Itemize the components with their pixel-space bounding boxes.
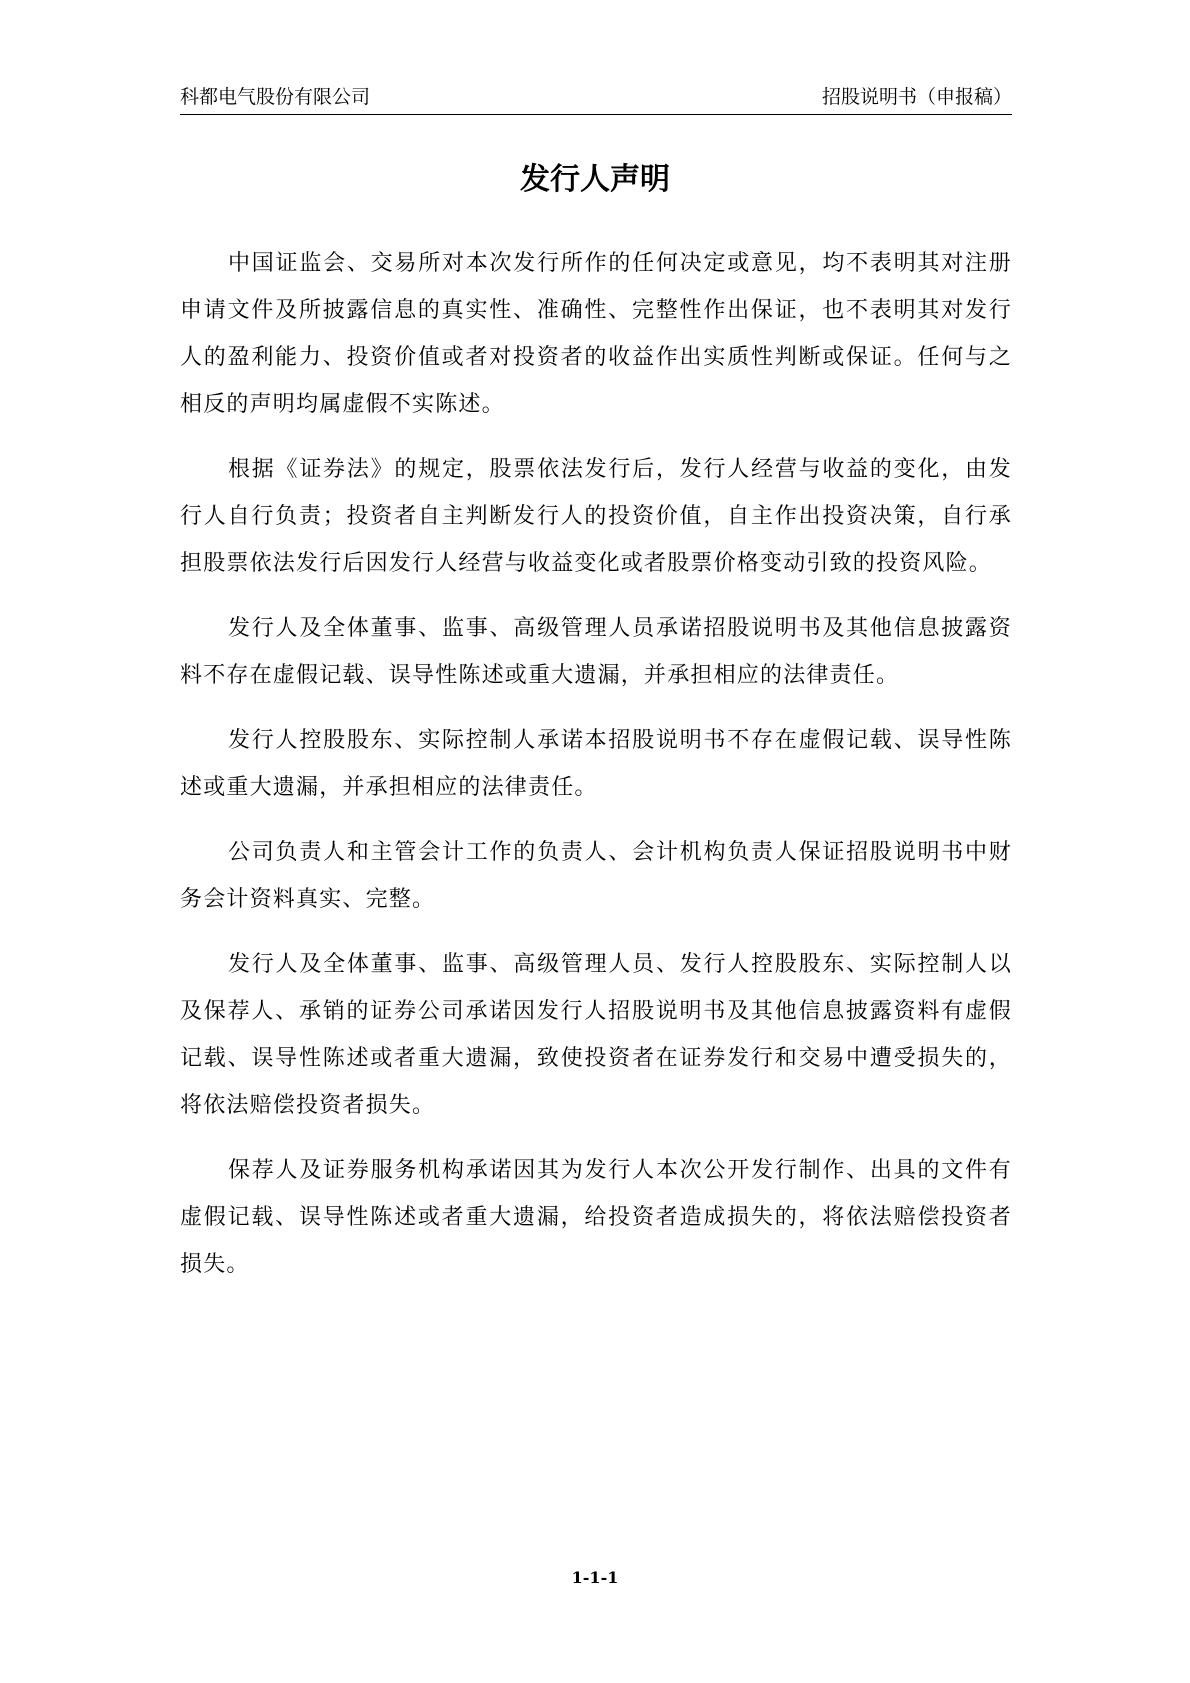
header-document-type: 招股说明书（申报稿） xyxy=(821,86,1012,108)
header-company-name: 科都电气股份有限公司 xyxy=(180,86,371,108)
statement-paragraph: 发行人及全体董事、监事、高级管理人员承诺招股说明书及其他信息披露资料不存在虚假记载、误导性陈述或重大遗漏，并承担相应的法律责任。 xyxy=(180,616,1012,688)
page-title: 发行人声明 xyxy=(520,162,670,197)
statement-paragraph: 保荐人及证券服务机构承诺因其为发行人本次公开发行制作、出具的文件有虚假记载、误导性陈述或者重大遗漏，给投资者造成损失的，将依法赔偿投资者损失。 xyxy=(180,1158,1012,1277)
page-header xyxy=(180,84,1012,115)
statement-body xyxy=(180,240,1012,1306)
statement-paragraph: 根据《证券法》的规定，股票依法发行后，发行人经营与收益的变化，由发行人自行负责；投资者自主判断发行人的投资价值，自主作出投资决策，自行承担股票依法发行后因发行人经营与收益变化或者股票价格变动引致的投资风险。 xyxy=(180,457,1012,576)
statement-paragraph: 公司负责人和主管会计工作的负责人、会计机构负责人保证招股说明书中财务会计资料真实、完整。 xyxy=(180,840,1012,912)
statement-paragraph: 中国证监会、交易所对本次发行所作的任何决定或意见，均不表明其对注册申请文件及所披露信息的真实性、准确性、完整性作出保证，也不表明其对发行人的盈利能力、投资价值或者对投资者的收益作出实质性判断或保证。任何与之相反的声明均属虚假不实陈述。 xyxy=(180,251,1012,417)
statement-paragraph: 发行人控股股东、实际控制人承诺本招股说明书不存在虚假记载、误导性陈述或重大遗漏，并承担相应的法律责任。 xyxy=(180,728,1012,800)
statement-paragraph: 发行人及全体董事、监事、高级管理人员、发行人控股股东、实际控制人以及保荐人、承销的证券公司承诺因发行人招股说明书及其他信息披露资料有虚假记载、误导性陈述或者重大遗漏，致使投资者在证券发行和交易中遭受损失的，将依法赔偿投资者损失。 xyxy=(180,952,1012,1118)
page-number: 1-1-1 xyxy=(571,1568,619,1587)
